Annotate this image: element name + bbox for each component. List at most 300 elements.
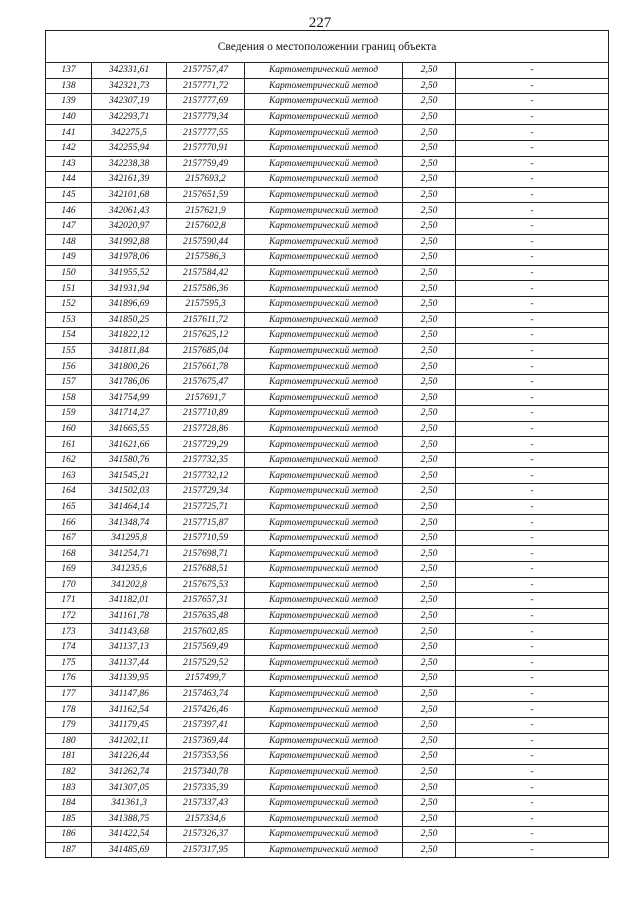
method-cell: Картометрический метод [245,702,403,718]
x-coordinate-cell: 341137,44 [92,655,167,671]
table-row [46,63,609,79]
note-cell: - [456,639,609,655]
precision-cell: 2,50 [403,780,456,796]
precision-cell: 2,50 [403,717,456,733]
y-coordinate-cell: 2157584,42 [167,265,245,281]
y-coordinate-cell: 2157529,52 [167,655,245,671]
point-number-cell: 165 [46,499,92,515]
table-row [46,593,609,609]
precision-cell: 2,50 [403,172,456,188]
x-coordinate-cell: 341295,8 [92,530,167,546]
y-coordinate-cell: 2157625,12 [167,328,245,344]
precision-cell: 2,50 [403,203,456,219]
method-cell: Картометрический метод [245,203,403,219]
y-coordinate-cell: 2157728,86 [167,421,245,437]
note-cell: - [456,281,609,297]
note-cell: - [456,624,609,640]
y-coordinate-cell: 2157675,53 [167,577,245,593]
precision-cell: 2,50 [403,296,456,312]
x-coordinate-cell: 341388,75 [92,811,167,827]
method-cell: Картометрический метод [245,421,403,437]
x-coordinate-cell: 341754,99 [92,390,167,406]
table-row [46,764,609,780]
table-row [46,686,609,702]
note-cell: - [456,484,609,500]
precision-cell: 2,50 [403,125,456,141]
method-cell: Картометрический метод [245,156,403,172]
x-coordinate-cell: 341361,3 [92,795,167,811]
table-row [46,577,609,593]
x-coordinate-cell: 341822,12 [92,328,167,344]
x-coordinate-cell: 342161,39 [92,172,167,188]
note-cell: - [456,655,609,671]
table-row [46,250,609,266]
note-cell: - [456,296,609,312]
precision-cell: 2,50 [403,390,456,406]
x-coordinate-cell: 341955,52 [92,265,167,281]
method-cell: Картометрический метод [245,140,403,156]
y-coordinate-cell: 2157675,47 [167,374,245,390]
precision-cell: 2,50 [403,842,456,858]
x-coordinate-cell: 341811,84 [92,343,167,359]
note-cell: - [456,109,609,125]
table-title: Сведения о местоположении границ объекта [46,31,609,63]
method-cell: Картометрический метод [245,639,403,655]
note-cell: - [456,515,609,531]
point-number-cell: 173 [46,624,92,640]
table-title-row [46,31,609,63]
point-number-cell: 151 [46,281,92,297]
precision-cell: 2,50 [403,639,456,655]
point-number-cell: 144 [46,172,92,188]
x-coordinate-cell: 341850,25 [92,312,167,328]
precision-cell: 2,50 [403,671,456,687]
method-cell: Картометрический метод [245,187,403,203]
y-coordinate-cell: 2157688,51 [167,562,245,578]
x-coordinate-cell: 342061,43 [92,203,167,219]
precision-cell: 2,50 [403,795,456,811]
coordinates-table [45,30,609,858]
note-cell: - [456,842,609,858]
method-cell: Картометрический метод [245,312,403,328]
method-cell: Картометрический метод [245,562,403,578]
method-cell: Картометрический метод [245,671,403,687]
precision-cell: 2,50 [403,764,456,780]
note-cell: - [456,421,609,437]
x-coordinate-cell: 341226,44 [92,749,167,765]
precision-cell: 2,50 [403,530,456,546]
method-cell: Картометрический метод [245,63,403,79]
method-cell: Картометрический метод [245,717,403,733]
y-coordinate-cell: 2157698,71 [167,546,245,562]
table-row [46,717,609,733]
x-coordinate-cell: 341545,21 [92,468,167,484]
y-coordinate-cell: 2157777,55 [167,125,245,141]
y-coordinate-cell: 2157621,9 [167,203,245,219]
method-cell: Картометрический метод [245,390,403,406]
note-cell: - [456,94,609,110]
point-number-cell: 159 [46,406,92,422]
precision-cell: 2,50 [403,484,456,500]
table-row [46,624,609,640]
table-row [46,218,609,234]
y-coordinate-cell: 2157685,04 [167,343,245,359]
x-coordinate-cell: 342238,38 [92,156,167,172]
precision-cell: 2,50 [403,281,456,297]
table-body [46,63,609,858]
x-coordinate-cell: 341182,01 [92,593,167,609]
table-row [46,203,609,219]
x-coordinate-cell: 342331,61 [92,63,167,79]
y-coordinate-cell: 2157353,56 [167,749,245,765]
note-cell: - [456,671,609,687]
point-number-cell: 140 [46,109,92,125]
method-cell: Картометрический метод [245,484,403,500]
table-row [46,421,609,437]
precision-cell: 2,50 [403,265,456,281]
point-number-cell: 185 [46,811,92,827]
precision-cell: 2,50 [403,78,456,94]
table-row [46,187,609,203]
method-cell: Картометрический метод [245,593,403,609]
x-coordinate-cell: 341464,14 [92,499,167,515]
y-coordinate-cell: 2157369,44 [167,733,245,749]
method-cell: Картометрический метод [245,172,403,188]
precision-cell: 2,50 [403,452,456,468]
point-number-cell: 146 [46,203,92,219]
table-row [46,452,609,468]
x-coordinate-cell: 342275,5 [92,125,167,141]
table-row [46,156,609,172]
y-coordinate-cell: 2157602,85 [167,624,245,640]
point-number-cell: 183 [46,780,92,796]
point-number-cell: 162 [46,452,92,468]
y-coordinate-cell: 2157693,2 [167,172,245,188]
table-row [46,608,609,624]
method-cell: Картометрический метод [245,406,403,422]
note-cell: - [456,187,609,203]
x-coordinate-cell: 341714,27 [92,406,167,422]
note-cell: - [456,140,609,156]
note-cell: - [456,749,609,765]
note-cell: - [456,780,609,796]
note-cell: - [456,437,609,453]
method-cell: Картометрический метод [245,515,403,531]
note-cell: - [456,218,609,234]
y-coordinate-cell: 2157340,78 [167,764,245,780]
y-coordinate-cell: 2157602,8 [167,218,245,234]
precision-cell: 2,50 [403,140,456,156]
point-number-cell: 155 [46,343,92,359]
method-cell: Картометрический метод [245,374,403,390]
y-coordinate-cell: 2157317,95 [167,842,245,858]
precision-cell: 2,50 [403,827,456,843]
method-cell: Картометрический метод [245,608,403,624]
method-cell: Картометрический метод [245,218,403,234]
y-coordinate-cell: 2157334,6 [167,811,245,827]
table-row [46,827,609,843]
precision-cell: 2,50 [403,686,456,702]
x-coordinate-cell: 341348,74 [92,515,167,531]
table-row [46,265,609,281]
table-row [46,390,609,406]
method-cell: Картометрический метод [245,437,403,453]
precision-cell: 2,50 [403,359,456,375]
y-coordinate-cell: 2157326,37 [167,827,245,843]
note-cell: - [456,328,609,344]
note-cell: - [456,577,609,593]
table-row [46,499,609,515]
table-row [46,109,609,125]
y-coordinate-cell: 2157779,34 [167,109,245,125]
method-cell: Картометрический метод [245,125,403,141]
table-row [46,671,609,687]
x-coordinate-cell: 342020,97 [92,218,167,234]
table-row [46,312,609,328]
y-coordinate-cell: 2157426,46 [167,702,245,718]
point-number-cell: 186 [46,827,92,843]
note-cell: - [456,562,609,578]
point-number-cell: 172 [46,608,92,624]
note-cell: - [456,250,609,266]
x-coordinate-cell: 341161,78 [92,608,167,624]
method-cell: Картометрический метод [245,78,403,94]
y-coordinate-cell: 2157759,49 [167,156,245,172]
y-coordinate-cell: 2157732,35 [167,452,245,468]
x-coordinate-cell: 342321,73 [92,78,167,94]
y-coordinate-cell: 2157729,34 [167,484,245,500]
table-row [46,811,609,827]
table-row [46,546,609,562]
x-coordinate-cell: 342101,68 [92,187,167,203]
table-row [46,374,609,390]
y-coordinate-cell: 2157710,89 [167,406,245,422]
table-row [46,359,609,375]
table-row [46,172,609,188]
y-coordinate-cell: 2157771,72 [167,78,245,94]
note-cell: - [456,63,609,79]
table-row [46,125,609,141]
point-number-cell: 182 [46,764,92,780]
method-cell: Картометрический метод [245,827,403,843]
y-coordinate-cell: 2157757,47 [167,63,245,79]
point-number-cell: 161 [46,437,92,453]
method-cell: Картометрический метод [245,795,403,811]
x-coordinate-cell: 341139,95 [92,671,167,687]
method-cell: Картометрический метод [245,764,403,780]
x-coordinate-cell: 342293,71 [92,109,167,125]
x-coordinate-cell: 341502,03 [92,484,167,500]
method-cell: Картометрический метод [245,577,403,593]
method-cell: Картометрический метод [245,94,403,110]
table-row [46,437,609,453]
y-coordinate-cell: 2157715,87 [167,515,245,531]
y-coordinate-cell: 2157725,71 [167,499,245,515]
note-cell: - [456,359,609,375]
point-number-cell: 178 [46,702,92,718]
x-coordinate-cell: 341422,54 [92,827,167,843]
precision-cell: 2,50 [403,515,456,531]
x-coordinate-cell: 341202,11 [92,733,167,749]
y-coordinate-cell: 2157337,43 [167,795,245,811]
precision-cell: 2,50 [403,328,456,344]
y-coordinate-cell: 2157499,7 [167,671,245,687]
table-row [46,281,609,297]
note-cell: - [456,827,609,843]
table-row [46,702,609,718]
y-coordinate-cell: 2157397,41 [167,717,245,733]
precision-cell: 2,50 [403,702,456,718]
x-coordinate-cell: 341931,94 [92,281,167,297]
point-number-cell: 175 [46,655,92,671]
table-row [46,406,609,422]
note-cell: - [456,717,609,733]
method-cell: Картометрический метод [245,296,403,312]
x-coordinate-cell: 341786,06 [92,374,167,390]
point-number-cell: 174 [46,639,92,655]
precision-cell: 2,50 [403,250,456,266]
x-coordinate-cell: 341143,68 [92,624,167,640]
method-cell: Картометрический метод [245,359,403,375]
method-cell: Картометрический метод [245,686,403,702]
table-row [46,639,609,655]
precision-cell: 2,50 [403,312,456,328]
precision-cell: 2,50 [403,406,456,422]
note-cell: - [456,343,609,359]
table-row [46,749,609,765]
point-number-cell: 160 [46,421,92,437]
precision-cell: 2,50 [403,94,456,110]
note-cell: - [456,390,609,406]
method-cell: Картометрический метод [245,811,403,827]
note-cell: - [456,593,609,609]
x-coordinate-cell: 341202,8 [92,577,167,593]
point-number-cell: 167 [46,530,92,546]
point-number-cell: 171 [46,593,92,609]
note-cell: - [456,764,609,780]
y-coordinate-cell: 2157691,7 [167,390,245,406]
note-cell: - [456,702,609,718]
method-cell: Картометрический метод [245,328,403,344]
point-number-cell: 152 [46,296,92,312]
y-coordinate-cell: 2157611,72 [167,312,245,328]
point-number-cell: 187 [46,842,92,858]
point-number-cell: 166 [46,515,92,531]
note-cell: - [456,406,609,422]
table-row [46,515,609,531]
point-number-cell: 157 [46,374,92,390]
y-coordinate-cell: 2157586,3 [167,250,245,266]
table-row [46,484,609,500]
x-coordinate-cell: 341665,55 [92,421,167,437]
point-number-cell: 163 [46,468,92,484]
precision-cell: 2,50 [403,608,456,624]
point-number-cell: 179 [46,717,92,733]
y-coordinate-cell: 2157463,74 [167,686,245,702]
x-coordinate-cell: 341262,74 [92,764,167,780]
precision-cell: 2,50 [403,234,456,250]
precision-cell: 2,50 [403,655,456,671]
precision-cell: 2,50 [403,624,456,640]
y-coordinate-cell: 2157569,49 [167,639,245,655]
method-cell: Картометрический метод [245,624,403,640]
point-number-cell: 158 [46,390,92,406]
x-coordinate-cell: 341147,86 [92,686,167,702]
point-number-cell: 154 [46,328,92,344]
precision-cell: 2,50 [403,577,456,593]
y-coordinate-cell: 2157595,3 [167,296,245,312]
method-cell: Картометрический метод [245,250,403,266]
page-number: 227 [308,15,332,31]
precision-cell: 2,50 [403,733,456,749]
table-row [46,655,609,671]
point-number-cell: 139 [46,94,92,110]
precision-cell: 2,50 [403,421,456,437]
table-row [46,780,609,796]
table-row [46,733,609,749]
y-coordinate-cell: 2157657,31 [167,593,245,609]
point-number-cell: 148 [46,234,92,250]
point-number-cell: 168 [46,546,92,562]
note-cell: - [456,312,609,328]
precision-cell: 2,50 [403,562,456,578]
point-number-cell: 149 [46,250,92,266]
x-coordinate-cell: 342255,94 [92,140,167,156]
precision-cell: 2,50 [403,811,456,827]
note-cell: - [456,733,609,749]
point-number-cell: 137 [46,63,92,79]
table-row [46,234,609,250]
note-cell: - [456,795,609,811]
table-row [46,94,609,110]
x-coordinate-cell: 341235,6 [92,562,167,578]
y-coordinate-cell: 2157661,78 [167,359,245,375]
x-coordinate-cell: 341978,06 [92,250,167,266]
note-cell: - [456,234,609,250]
y-coordinate-cell: 2157586,36 [167,281,245,297]
x-coordinate-cell: 341254,71 [92,546,167,562]
point-number-cell: 153 [46,312,92,328]
point-number-cell: 177 [46,686,92,702]
precision-cell: 2,50 [403,499,456,515]
precision-cell: 2,50 [403,468,456,484]
method-cell: Картометрический метод [245,655,403,671]
point-number-cell: 142 [46,140,92,156]
precision-cell: 2,50 [403,374,456,390]
x-coordinate-cell: 341137,13 [92,639,167,655]
point-number-cell: 164 [46,484,92,500]
point-number-cell: 181 [46,749,92,765]
point-number-cell: 169 [46,562,92,578]
table-row [46,78,609,94]
method-cell: Картометрический метод [245,842,403,858]
note-cell: - [456,265,609,281]
method-cell: Картометрический метод [245,281,403,297]
table-row [46,328,609,344]
method-cell: Картометрический метод [245,530,403,546]
point-number-cell: 143 [46,156,92,172]
x-coordinate-cell: 341896,69 [92,296,167,312]
y-coordinate-cell: 2157777,69 [167,94,245,110]
table-row [46,468,609,484]
x-coordinate-cell: 341992,88 [92,234,167,250]
point-number-cell: 138 [46,78,92,94]
note-cell: - [456,686,609,702]
precision-cell: 2,50 [403,343,456,359]
y-coordinate-cell: 2157651,59 [167,187,245,203]
note-cell: - [456,203,609,219]
note-cell: - [456,468,609,484]
